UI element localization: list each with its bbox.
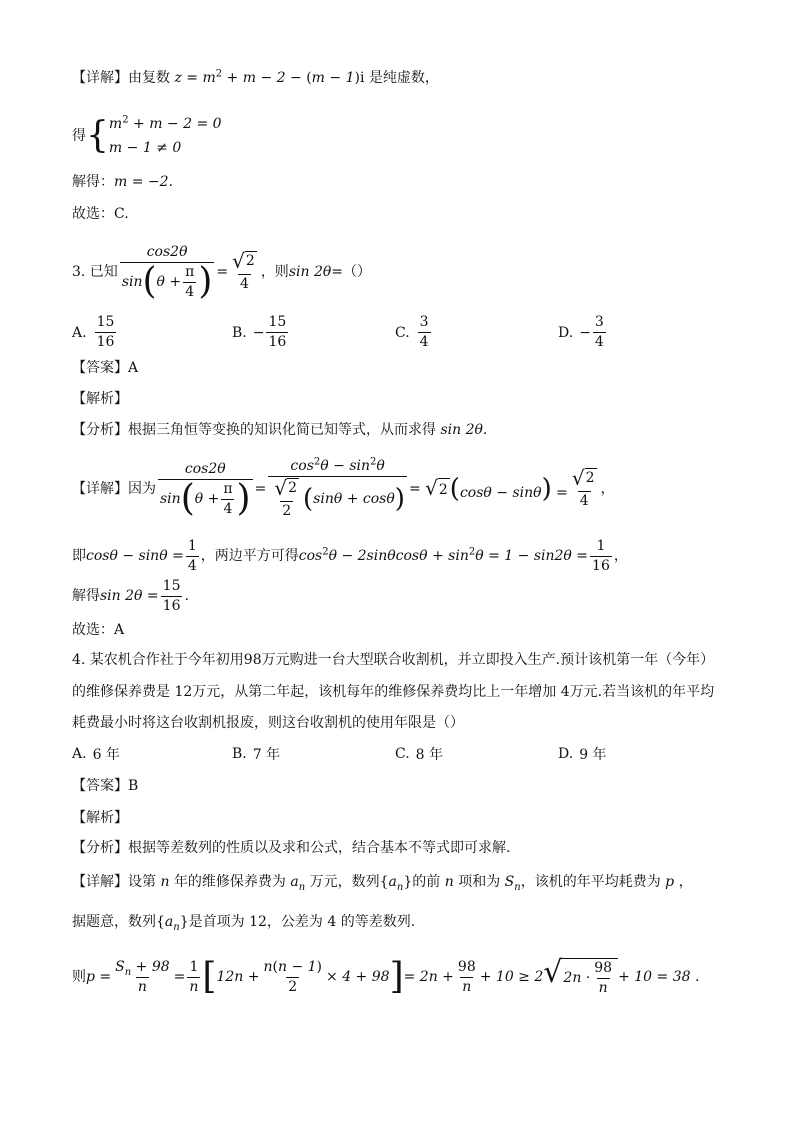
q4-detail-line: 【详解】 设第 n 年的维修保养费为 $a_n$ 万元，数列 $\{a_n\}$ 的前 n 项和为 $S_n$ ，该机的年平均耗费为 p ， (72, 874, 693, 893)
q3-solved-line: 解得 sin 2θ = $\frac{15}{16}$ . (72, 577, 189, 614)
q4-line-1: 4. 某农机合作社于今年初用98万元购进一台大型联合收割机，并立即投入生产.预计该机第一年（今年） (72, 652, 715, 668)
q3-given-fraction: cos2θ sin ( θ + $\frac{\pi}{4}$ ) (121, 243, 213, 302)
detail-label: 【详解】 (72, 70, 128, 86)
q2-solve-label: 解得： (72, 174, 114, 190)
answer-label: 【答案】 (72, 360, 128, 376)
q3-answer: A (128, 360, 139, 376)
q2-detail-line (72, 68, 439, 88)
q3-idea: 根据三角恒等变换的知识化简已知等式，从而求得 (128, 422, 436, 438)
q2-choose: 故选：C. (72, 206, 129, 222)
q4-option-a: A. 6 年 (72, 746, 120, 763)
q4-final-equation: 则 p = $\frac{S_n + 98}{n}$ = $\frac{1}{n}$ [ 12n + $\frac{n(n - 1)}{2}$ × 4 + 98 ] = 2n + $\frac{98}{n}$ + 10 ≥ 2 √ 2n · $\frac{98}{n}$ + 10 = 38 . (72, 954, 700, 997)
q3-then: ，则 (260, 264, 289, 280)
q4-answer-line: 【答案】 B (72, 778, 139, 794)
q4-answer: B (128, 778, 139, 794)
q3-choose-line (72, 620, 124, 640)
q3-because: 因为 (128, 481, 156, 497)
q4-option-c: C. 8 年 (395, 746, 444, 763)
q2-intro-tail: 是纯虚数， (368, 70, 439, 86)
q4-option-d: D. 9 年 (558, 746, 607, 763)
q2-solve-value: m = −2. (114, 174, 173, 190)
q3-option-d: D. − $\frac{3}{4}$ (558, 314, 604, 350)
q3-ie: 即 (72, 548, 86, 564)
q2-system-line (72, 112, 222, 160)
idea-label: 【分析】 (72, 422, 128, 438)
q2-system: { $m^2 + m - 2 = 0$ m − 1 ≠ 0 (86, 114, 222, 156)
q3-number: 3. 已知 (72, 264, 118, 280)
q3-analysis-line (72, 389, 128, 409)
analysis-label: 【解析】 (72, 391, 128, 407)
q3-statement: 3. 已知 cos2θ sin ( θ + $\frac{\pi}{4}$ ) = √ 2 4 ，则 sin 2θ =（） (72, 243, 372, 302)
q3-step-line: 即 cosθ − sinθ = $\frac{1}{4}$ ，两边平方可得 $\cos^2\theta - 2\sin\theta\cos\theta + \sin^2\theta = 1 - \sin 2\theta$ = $\frac{1}{16}$ ， (72, 537, 628, 574)
q2-intro: 由复数 (128, 70, 170, 86)
q4-analysis-line: 【解析】 (72, 810, 128, 826)
q4-line-2: 的维修保养费是 12万元，从第二年起，该机每年的维修保养费均比上一年增加 4万元.若当该机的年平均 (72, 684, 715, 700)
q3-idea-line: 【分析】 根据三角恒等变换的知识化简已知等式，从而求得 sin 2θ . (72, 422, 488, 438)
q4-idea: 根据等差数列的性质以及求和公式，结合基本不等式即可求解. (128, 840, 511, 856)
q2-get: 得 (72, 128, 86, 144)
q3-detail-equation: 【详解】 因为 cos2θ sin ( θ + $\frac{\pi}{4}$ ) = $\cos^2\theta - \sin^2\theta$ √ 2 2 ( sinθ + cosθ ) = √ 2 (cosθ − sinθ) = √ 2 4 ， (72, 456, 615, 519)
q4-then: 则 (72, 969, 86, 985)
q4-line-3: 耗费最小时将这台收割机报废，则这台收割机的使用年限是（） (72, 715, 464, 731)
q3-choose: 故选：A (72, 622, 125, 638)
q3-option-b: B. − $\frac{15}{16}$ (232, 314, 287, 350)
q3-answer-line (72, 358, 138, 378)
q4-idea-line: 【分析】 根据等差数列的性质以及求和公式，结合基本不等式即可求解. (72, 840, 511, 856)
q2-solve-line (72, 172, 173, 192)
q3-solved: 解得 (72, 588, 100, 604)
q4-option-b: B. 7 年 (232, 746, 281, 763)
q2-choose-line (72, 204, 129, 224)
q3-option-c: C. $\frac{3}{4}$ (395, 314, 429, 350)
q3-given-value: √ 2 4 (232, 249, 255, 292)
q3-option-a: A. $\frac{15}{16}$ (72, 314, 115, 350)
q3-blank: =（） (331, 264, 372, 280)
q3-square: ，两边平方可得 (200, 548, 299, 564)
q4-given-line: 据题意，数列 $\{a_n\}$ 是首项为 12，公差为 4 的等差数列. (72, 914, 416, 933)
q2-complex-expr: $z = m^2 + m - 2 - (m - 1)i$ (170, 68, 365, 86)
